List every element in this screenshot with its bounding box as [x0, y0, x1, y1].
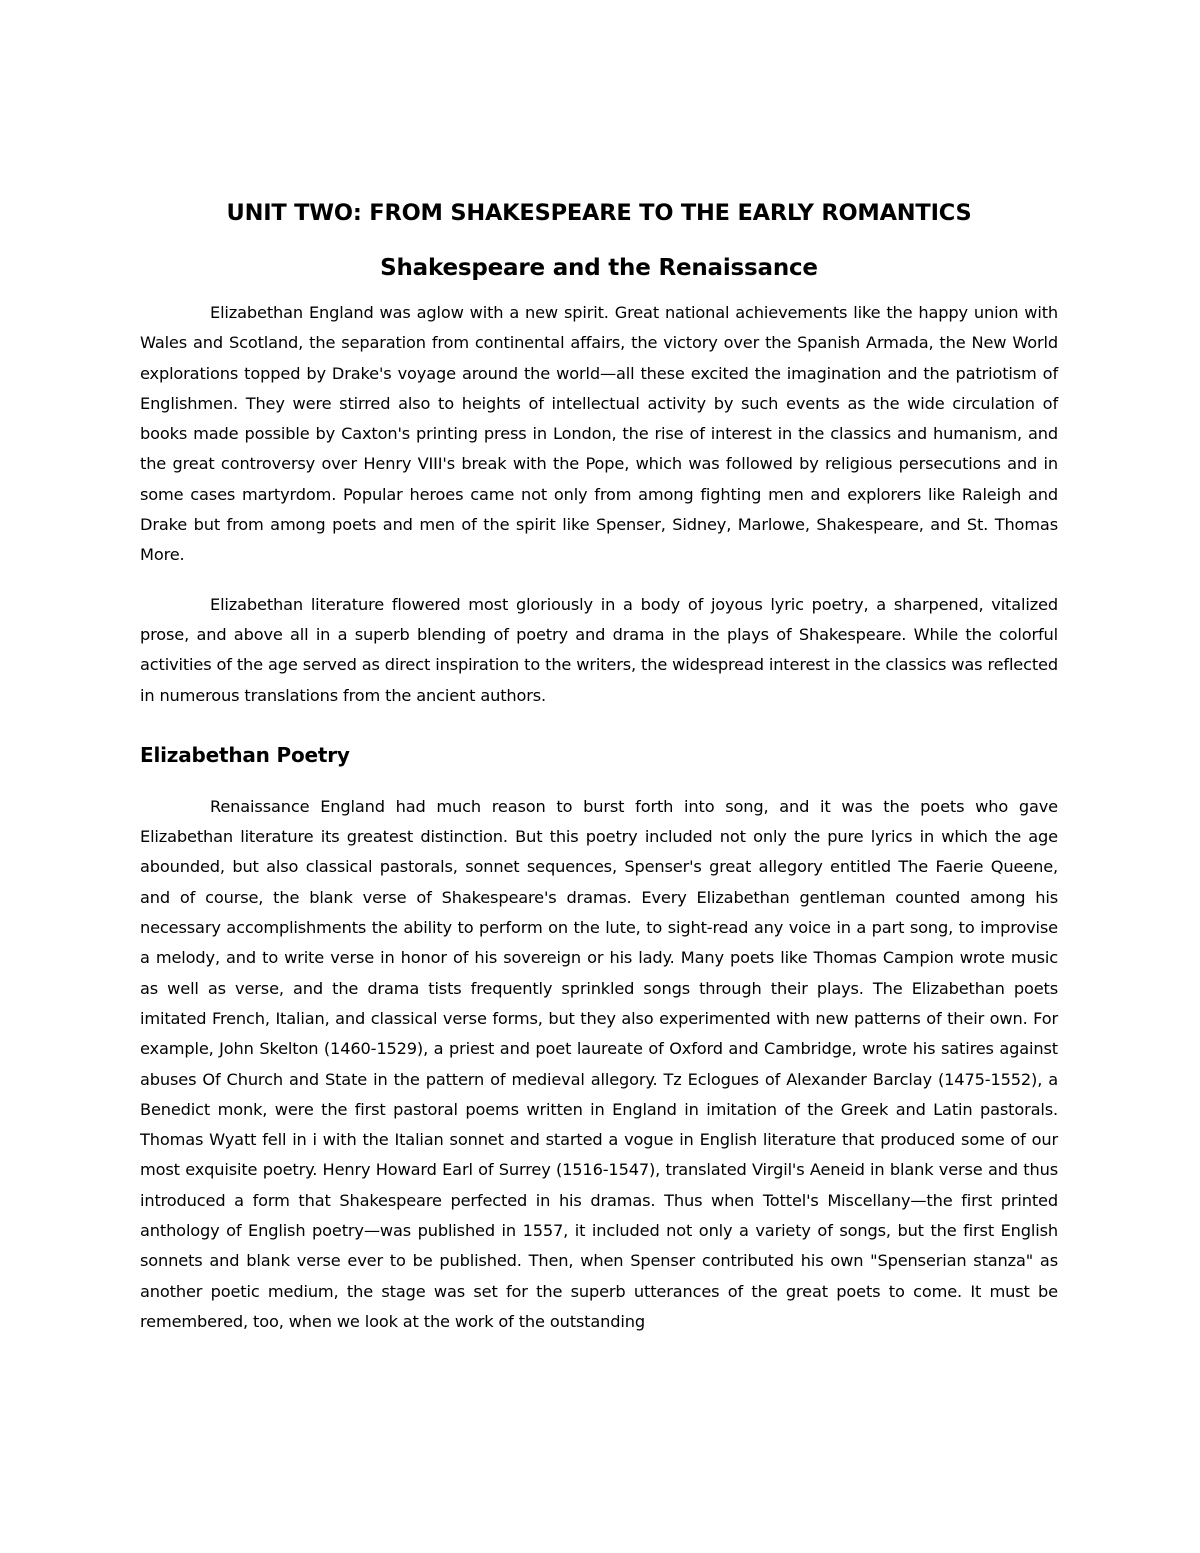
unit-title: UNIT TWO: FROM SHAKESPEARE TO THE EARLY ROMANTICS: [226, 200, 972, 226]
paragraph-elizabethan-literature: Elizabethan literature flowered most gloriously in a body of joyous lyric poetry, a sharpened, vitalized prose, and above all in a superb blending of poetry and drama in the plays of Shakespeare. While the colorful activities of the age served as direct inspiration to the writers, the widespread interest in the classics was reflected in numerous translations from the ancient authors.: [140, 594, 1058, 705]
section-title: Shakespeare and the Renaissance: [380, 255, 818, 281]
paragraph-elizabethan-poetry: Renaissance England had much reason to burst forth into song, and it was the poets who gave Elizabethan literature its greatest distinction. But this poetry included not only the pure lyrics in which the age abounded, but also classical pastorals, sonnet sequences, Spenser's great allegory entitled The Faerie Queene, and of course, the blank verse of Shakespeare's dramas. Every Elizabethan gentleman counted among his necessary accomplishments the ability to perform on the lute, to sight-read any voice in a part song, to improvise a melody, and to write verse in honor of his sovereign or his lady. Many poets like Thomas Campion wrote music as well as verse, and the drama tists frequently sprinkled songs through their plays. The Elizabethan poets imitated French, Italian, and classical verse forms, but they also experimented with new patterns of their own. For example, John Skelton (1460-1529), a priest and poet laureate of Oxford and Cambridge, wrote his satires against abuses Of Church and State in the pattern of medieval allegory. Tz Eclogues of Alexander Barclay (1475-1552), a Benedict monk, were the first pastoral poems written in England in imitation of the Greek and Latin pastorals. Thomas Wyatt fell in i with the Italian sonnet and started a vogue in English literature that produced some of our most exquisite poetry. Henry Howard Earl of Surrey (1516-1547), translated Virgil's Aeneid in blank verse and thus introduced a form that Shakespeare perfected in his dramas. Thus when Tottel's Miscellany—the first printed anthology of English poetry—was published in 1557, it included not only a variety of songs, but the first English sonnets and blank verse ever to be published. Then, when Spenser contributed his own "Spenserian stanza" as another poetic medium, the stage was set for the superb utterances of the great poets to come. It must be remembered, too, when we look at the work of the outstanding: [140, 796, 1058, 1331]
paragraph-renaissance-spirit: Elizabethan England was aglow with a new spirit. Great national achievements like the happy union with Wales and Scotland, the separation from continental affairs, the victory over the Spanish Armada, the New World explorations topped by Drake's voyage around the world—all these excited the imagination and the patriotism of Englishmen. They were stirred also to heights of intellectual activity by such events as the wide circulation of books made possible by Caxton's printing press in London, the rise of interest in the classics and humanism, and the great controversy over Henry VIII's break with the Pope, which was followed by religious persecutions and in some cases martyrdom. Popular heroes came not only from among fighting men and explorers like Raleigh and Drake but from among poets and men of the spirit like Spenser, Sidney, Marlowe, Shakespeare, and St. Thomas More.: [140, 303, 1058, 565]
subheading-elizabethan-poetry: Elizabethan Poetry: [140, 742, 350, 767]
document-page: [140, 190, 1058, 1337]
